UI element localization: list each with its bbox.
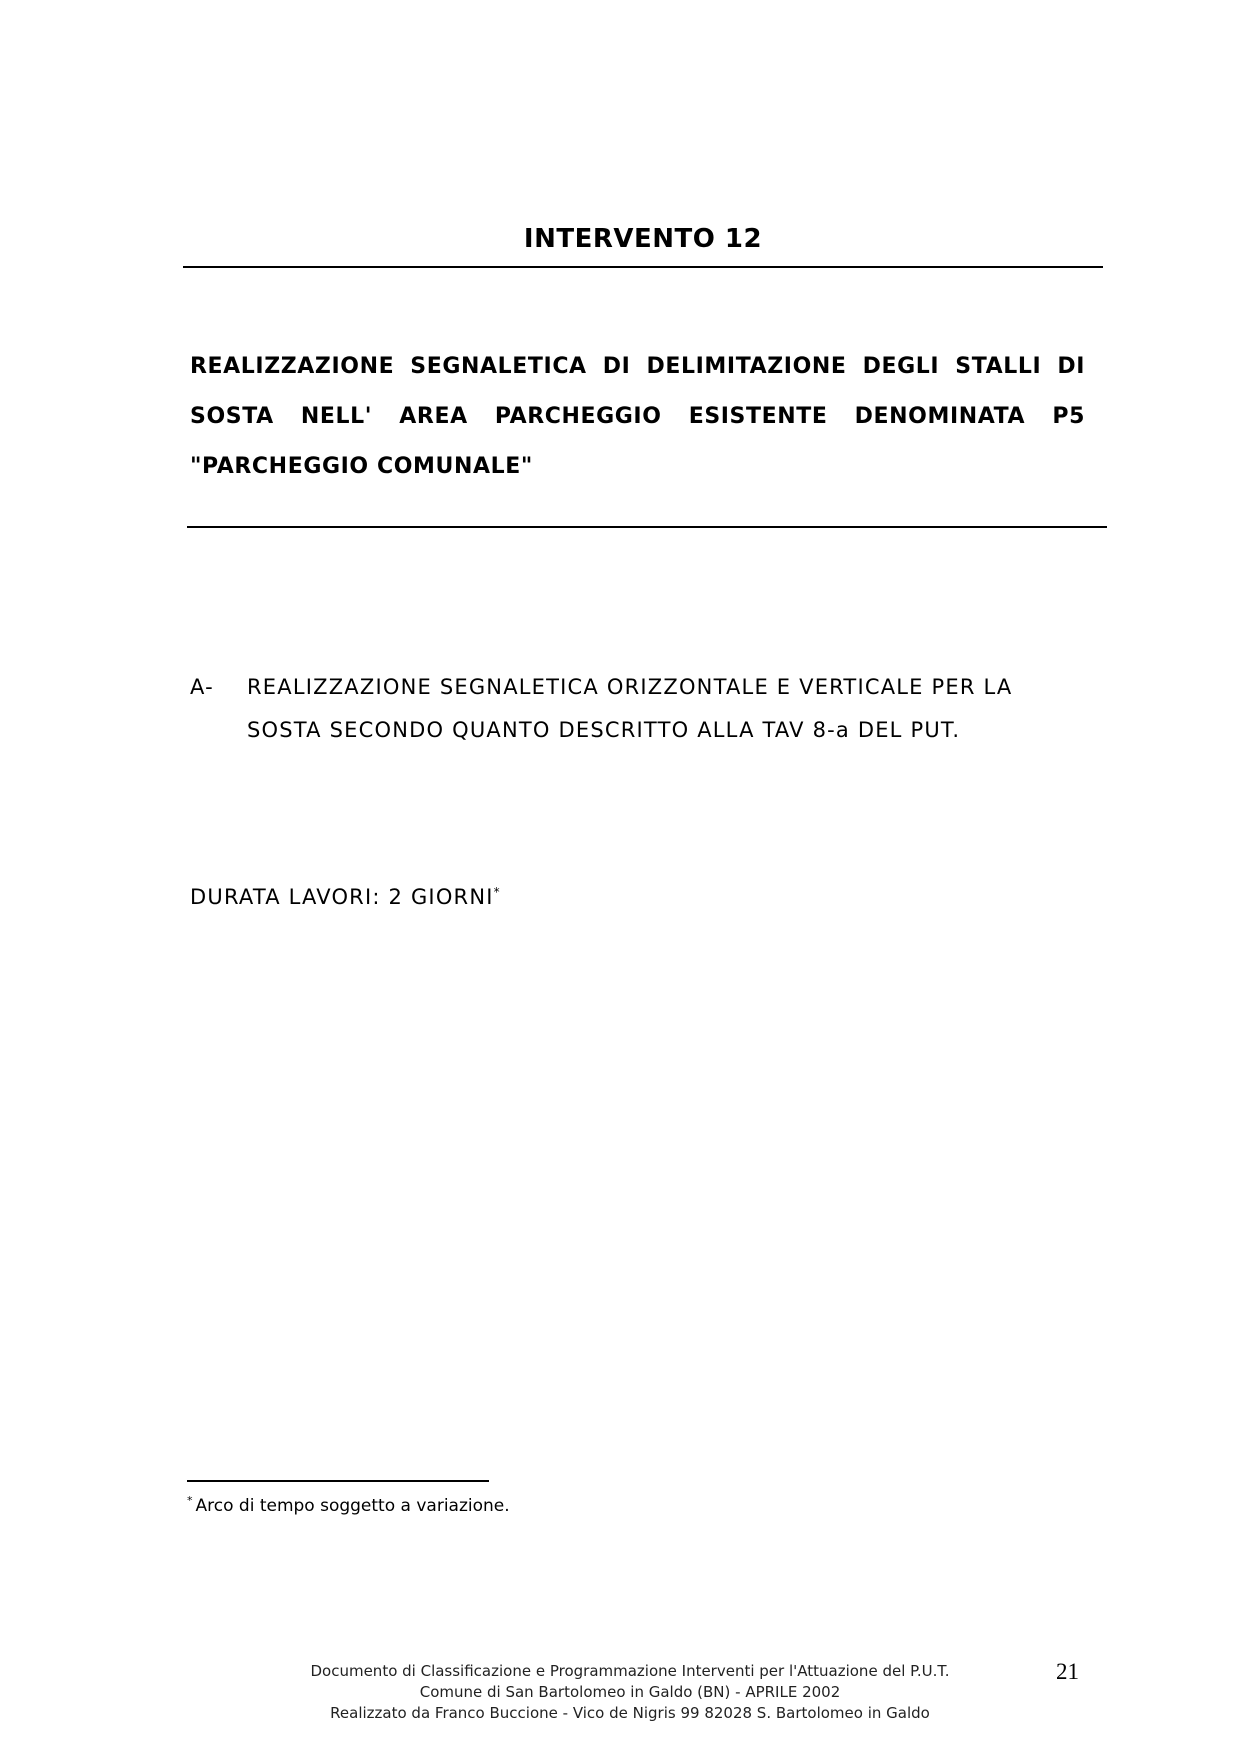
title-divider bbox=[183, 266, 1103, 268]
footnote-divider bbox=[187, 1480, 489, 1482]
footer-author: Realizzato da Franco Buccione - Vico de Nigris 99 82028 S. Bartolomeo in Galdo bbox=[330, 1704, 930, 1722]
list-item-label: A- bbox=[190, 675, 214, 699]
footnote-mark: * bbox=[187, 1494, 193, 1508]
page-footer bbox=[240, 1661, 1020, 1724]
footnote bbox=[187, 1494, 510, 1518]
footer-document-title: Documento di Classificazione e Programmazione Interventi per l'Attuazione del P.U.T. bbox=[310, 1662, 950, 1680]
intervention-subject: REALIZZAZIONE SEGNALETICA DI DELIMITAZIONE DEGLI STALLI DI SOSTA NELL' AREA PARCHEGGIO ESISTENTE DENOMINATA P5 "PARCHEGGIO COMUNALE" bbox=[190, 354, 1085, 479]
work-duration bbox=[190, 882, 501, 912]
work-duration-text: DURATA LAVORI: 2 GIORNI bbox=[190, 885, 494, 909]
subject-divider bbox=[187, 526, 1107, 528]
list-item-text: REALIZZAZIONE SEGNALETICA ORIZZONTALE E VERTICALE PER LA SOSTA SECONDO QUANTO DESCRITTO ALLA TAV 8-a DEL PUT. bbox=[247, 675, 1013, 742]
page-number: 21 bbox=[1056, 1659, 1079, 1684]
footer-municipality: Comune di San Bartolomeo in Galdo (BN) - APRILE 2002 bbox=[419, 1683, 841, 1701]
page-title: INTERVENTO 12 bbox=[523, 224, 763, 254]
footnote-text: Arco di tempo soggetto a variazione. bbox=[195, 1496, 510, 1516]
footnote-reference: * bbox=[493, 885, 501, 899]
